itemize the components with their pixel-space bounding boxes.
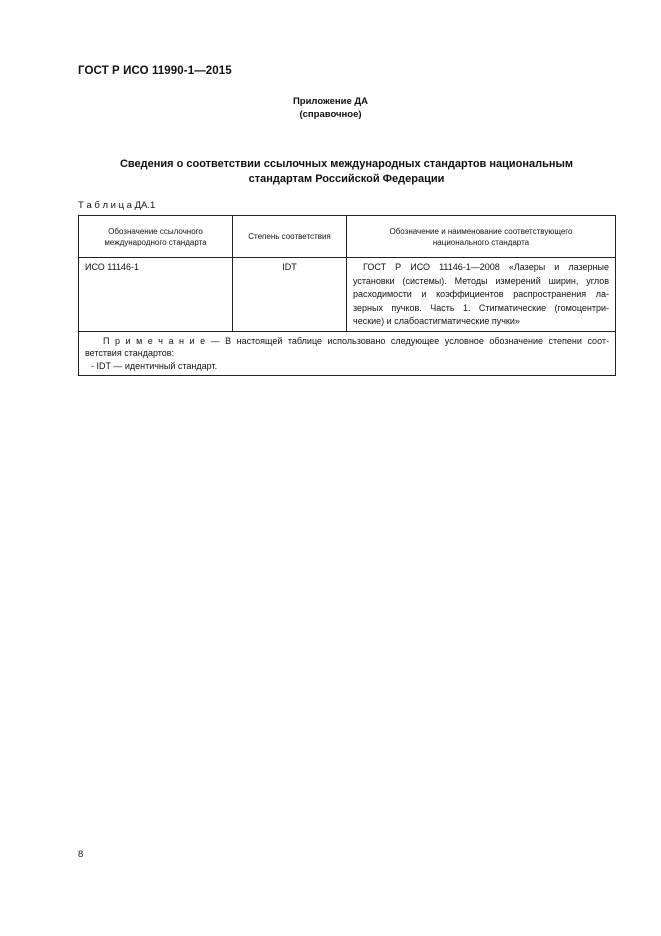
table-label: Т а б л и ц а ДА.1 xyxy=(78,200,156,211)
note-line-1: П р и м е ч а н и е — В настоящей таблице использовано следующее условное обозначение степени соот- xyxy=(103,335,609,346)
national-line-2: установки (системы). Методы измерений ширин, углов xyxy=(353,275,609,286)
cell-degree: IDT xyxy=(233,258,347,332)
table-row xyxy=(79,258,616,332)
section-title-line-1: Сведения о соответствии ссылочных международных стандартов национальным xyxy=(119,158,574,170)
header-international-line-2: международного стандарта xyxy=(104,237,207,247)
header-national-standard xyxy=(347,216,616,258)
table-note xyxy=(79,331,616,376)
page-number: 8 xyxy=(78,849,84,860)
national-line-3: расходимости и коэффициентов распространения ла- xyxy=(353,289,609,299)
table-note-row xyxy=(79,331,616,376)
note-line-3: - IDT — идентичный стандарт. xyxy=(91,360,218,371)
appendix-type: (справочное) xyxy=(299,109,362,120)
header-degree-of-correspondence xyxy=(233,216,347,258)
national-line-4: зерных пучков. Часть 1. Стигматические (гомоцентри- xyxy=(353,302,609,313)
cell-national-standard xyxy=(347,258,616,332)
header-national-line-1: Обозначение и наименование соответствующего xyxy=(389,226,573,236)
table-header-row xyxy=(79,216,616,258)
note-line-2: ветствия стандартов: xyxy=(85,348,175,358)
header-international-standard xyxy=(79,216,233,258)
appendix-name: Приложение ДА xyxy=(292,96,369,107)
section-title xyxy=(78,157,615,187)
national-line-5: ческие) и слабоастигматические пучки» xyxy=(353,316,520,326)
header-degree-text: Степень соответствия xyxy=(248,232,331,241)
header-national-line-2: национального стандарта xyxy=(432,237,530,247)
appendix-heading xyxy=(0,95,661,121)
section-title-line-2: стандартам Российской Федерации xyxy=(248,173,445,185)
cell-international-standard: ИСО 11146-1 xyxy=(79,258,233,332)
document-code: ГОСТ Р ИСО 11990-1—2015 xyxy=(78,65,232,77)
correspondence-table xyxy=(78,215,616,376)
national-line-1: ГОСТ Р ИСО 11146-1—2008 «Лазеры и лазерные xyxy=(363,262,609,272)
header-international-line-1: Обозначение ссылочного xyxy=(108,226,203,236)
